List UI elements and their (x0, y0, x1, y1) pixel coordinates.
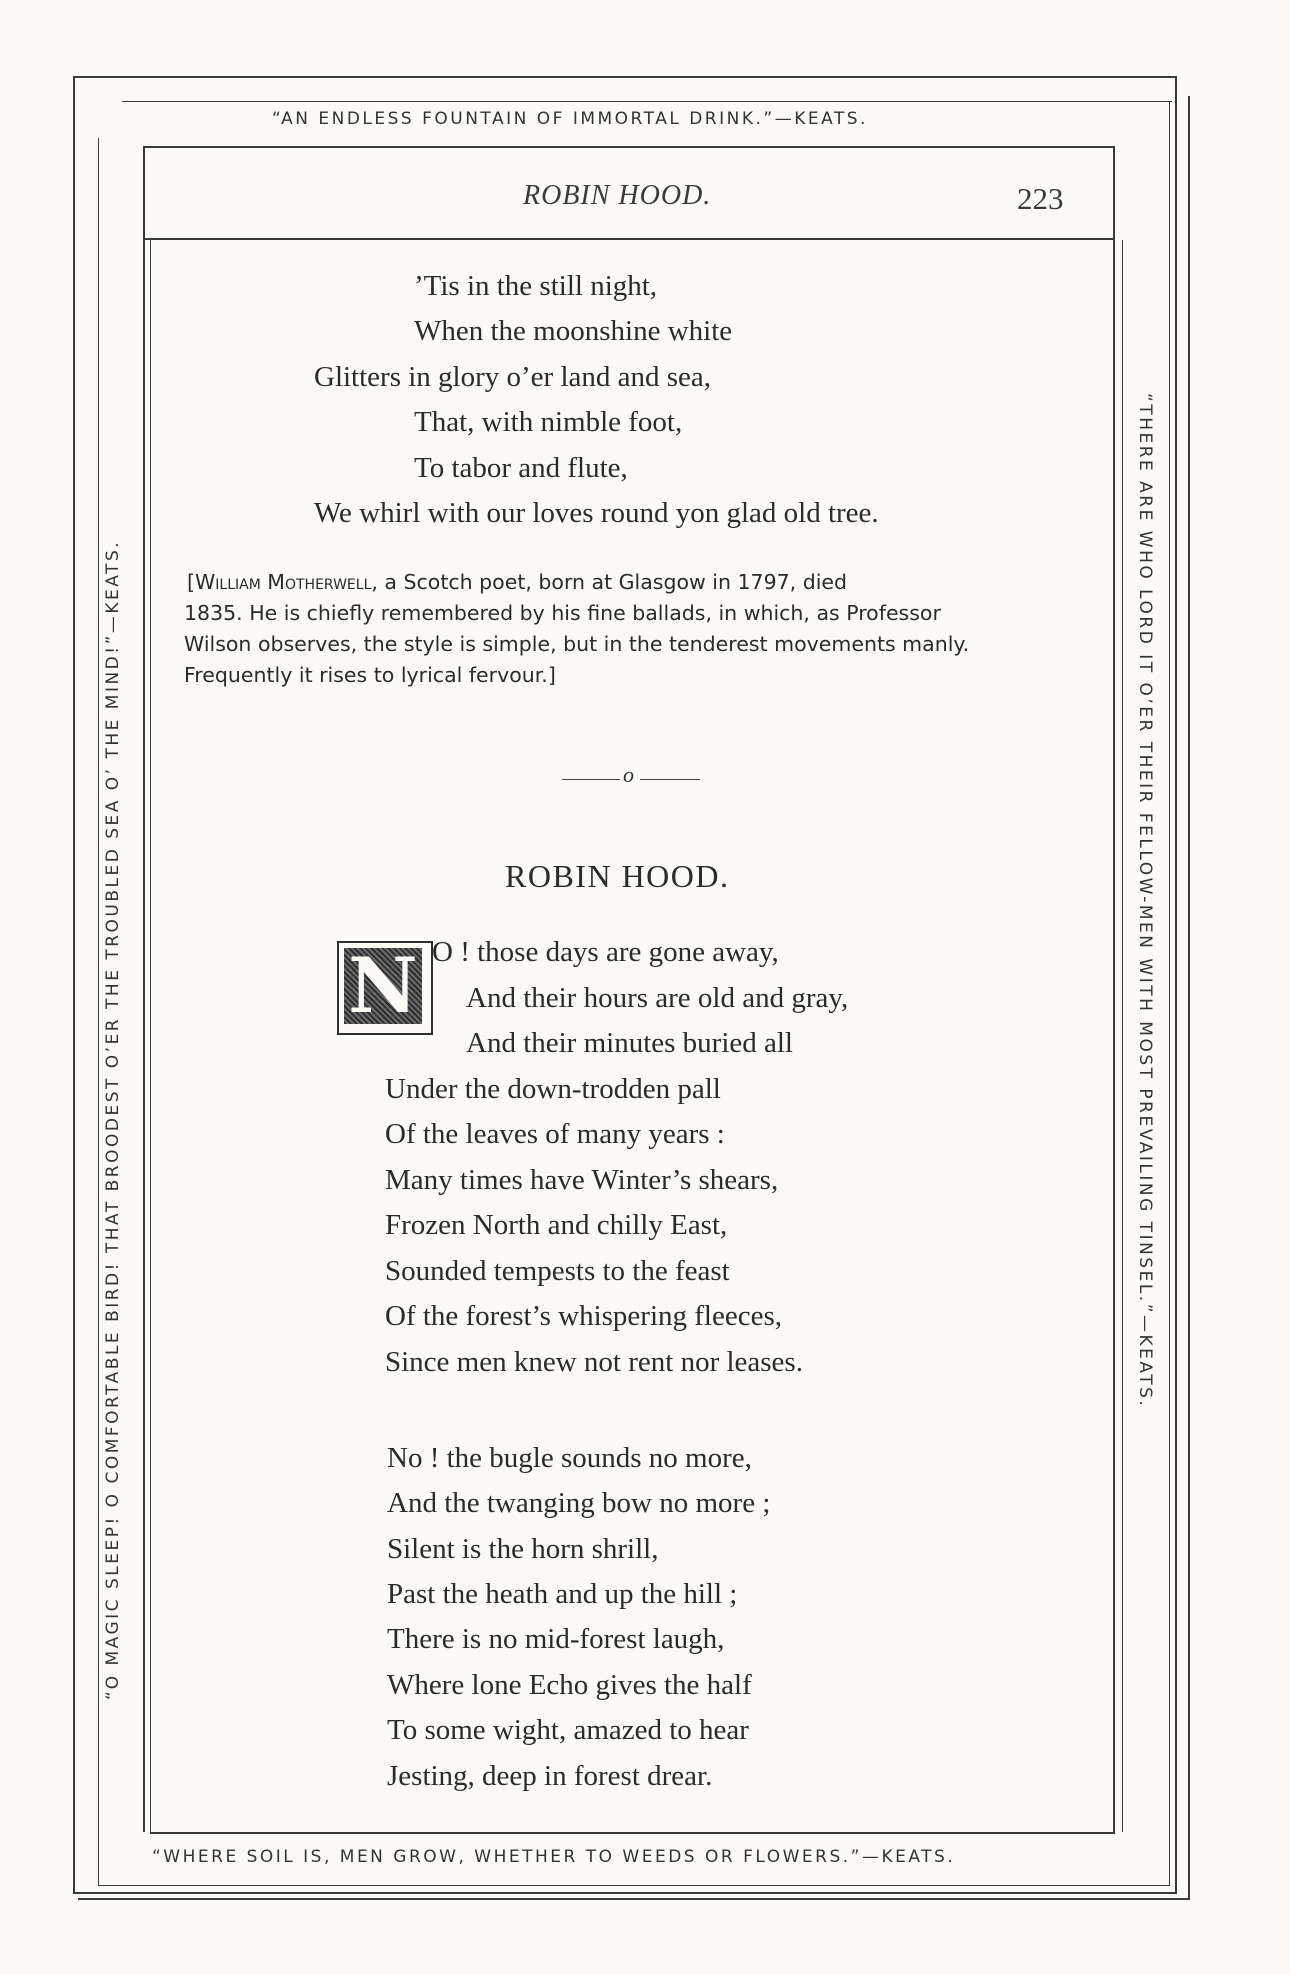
dropcap-letter: N (348, 941, 418, 1030)
section-divider-mark: o (623, 762, 634, 787)
page-number: 223 (1017, 181, 1064, 216)
right-border-quote: “THERE ARE WHO LORD IT O’ER THEIR FELLOW-MEN WITH MOST PREVAILING TINSEL.”—KEATS. (1135, 393, 1155, 1409)
outer-frame-left (73, 76, 75, 1894)
section-divider-left (562, 779, 620, 780)
prev-poem-line: To tabor and flute, (414, 452, 628, 484)
poem-line: And their hours are old and gray, (466, 982, 849, 1014)
poem-line: Sounded tempests to the feast (385, 1255, 730, 1287)
running-title: ROBIN HOOD. (523, 180, 712, 211)
section-divider-right (640, 779, 700, 780)
header-rule (143, 238, 1115, 240)
poem-first-line: O ! those days are gone away, (432, 936, 779, 968)
bio-note-line-4: Frequently it rises to lyrical fervour.] (184, 663, 556, 687)
bio-note-line-3: Wilson observes, the style is simple, but in the tenderest movements manly. (184, 632, 970, 656)
outer-frame-right (1175, 76, 1177, 1894)
prev-poem-line: That, with nimble foot, (414, 406, 683, 438)
text-frame-bottom (150, 1832, 1115, 1834)
bio-note-line-2: 1835. He is chiefly remembered by his fine ballads, in which, as Professor (184, 601, 941, 625)
poem-line: Where lone Echo gives the half (387, 1669, 752, 1701)
inner-body-right (1122, 240, 1123, 1832)
poem-line: And their minutes buried all (466, 1027, 793, 1059)
outer-frame-bottom (73, 1892, 1177, 1894)
poem-line: To some wight, amazed to hear (387, 1714, 749, 1746)
dropcap-box (337, 941, 433, 1035)
inner-body-left (150, 240, 151, 1832)
bottom-border-quote: “WHERE SOIL IS, MEN GROW, WHETHER TO WEEDS OR FLOWERS.”—KEATS. (152, 1847, 956, 1867)
text-frame-right (1113, 146, 1115, 1832)
poem-title: ROBIN HOOD. (505, 858, 730, 894)
bio-note-line-1-rest: , a Scotch poet, born at Glasgow in 1797, died (371, 570, 848, 594)
poem-line: Frozen North and chilly East, (385, 1209, 728, 1241)
poem-line: Under the down-trodden pall (385, 1073, 721, 1105)
prev-poem-line: When the moonshine white (414, 315, 733, 347)
prev-poem-line: Glitters in glory o’er land and sea, (314, 361, 712, 393)
mid-frame-right (1169, 101, 1170, 1886)
text-frame-left (143, 146, 145, 1832)
poem-line: Past the heath and up the hill ; (387, 1578, 738, 1610)
outer-frame-shadow-right (1188, 96, 1190, 1900)
mid-frame-bottom (98, 1885, 1170, 1886)
poem-line: Since men knew not rent nor leases. (385, 1346, 803, 1378)
prev-poem-line: ’Tis in the still night, (414, 270, 658, 302)
text-frame-top (143, 146, 1115, 148)
left-border-quote: “O MAGIC SLEEP! O COMFORTABLE BIRD! THAT BROODEST O’ER THE TROUBLED SEA O’ THE MIND!”—KEATS. (103, 539, 123, 1700)
poem-line: Of the leaves of many years : (385, 1118, 725, 1150)
poem-line: Jesting, deep in forest drear. (387, 1760, 713, 1792)
outer-frame-shadow-bottom (78, 1898, 1190, 1900)
dropcap-ornament (344, 941, 422, 1030)
prev-poem-line: We whirl with our loves round yon glad old tree. (314, 497, 879, 529)
bio-note-author: William Motherwell (195, 570, 372, 594)
poem-line: No ! the bugle sounds no more, (387, 1442, 752, 1474)
mid-frame-left (98, 138, 99, 1886)
mid-frame-top (122, 101, 1172, 102)
poem-line: And the twanging bow no more ; (387, 1487, 771, 1519)
poem-line: Many times have Winter’s shears, (385, 1164, 779, 1196)
poem-line: Silent is the horn shrill, (387, 1533, 659, 1565)
poem-line: There is no mid-forest laugh, (387, 1623, 725, 1655)
bio-note-line-1 (187, 567, 847, 598)
bio-note-open-bracket: [ (187, 570, 195, 594)
outer-frame-top (73, 76, 1177, 78)
poem-line: Of the forest’s whispering fleeces, (385, 1300, 783, 1332)
top-border-quote: “AN ENDLESS FOUNTAIN OF IMMORTAL DRINK.”—KEATS. (272, 109, 868, 129)
